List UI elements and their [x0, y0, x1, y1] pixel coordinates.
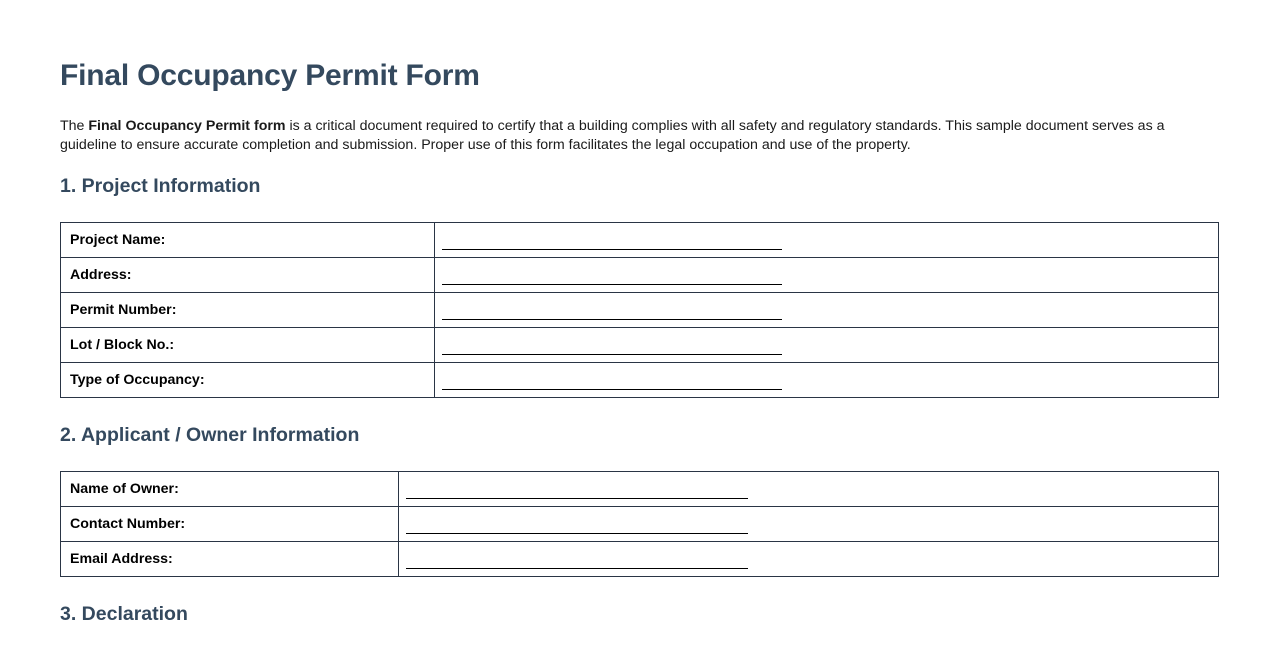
blank-fill-line: [442, 354, 782, 355]
field-value-lot-block-no[interactable]: [435, 328, 1219, 363]
blank-fill-line: [442, 249, 782, 250]
table-row: [61, 293, 1219, 328]
blank-fill-line: [406, 498, 748, 499]
field-value-type-of-occupancy[interactable]: [435, 363, 1219, 398]
project-information-table: [60, 222, 1219, 398]
table-row: [61, 223, 1219, 258]
table-row: [61, 472, 1219, 507]
field-value-permit-number[interactable]: [435, 293, 1219, 328]
blank-fill-line: [406, 568, 748, 569]
table-row: [61, 258, 1219, 293]
table-row: [61, 507, 1219, 542]
blank-fill-line: [442, 389, 782, 390]
field-label: Project Name:: [61, 223, 435, 258]
field-value-project-name[interactable]: [435, 223, 1219, 258]
field-label: Type of Occupancy:: [61, 363, 435, 398]
intro-rest: is a critical document required to certify that a building complies with all safety and regulatory standards. This sample document serves as a guideline to ensure accurate completion and submission. Proper use of this form facilitates the legal occupation and use of the property.: [60, 118, 1165, 153]
field-value-contact-number[interactable]: [399, 507, 1219, 542]
field-label: Permit Number:: [61, 293, 435, 328]
field-value-email-address[interactable]: [399, 542, 1219, 577]
field-label: Name of Owner:: [61, 472, 399, 507]
intro-lead: The: [60, 118, 89, 134]
table-row: [61, 542, 1219, 577]
field-value-name-of-owner[interactable]: [399, 472, 1219, 507]
section-heading-declaration: 3. Declaration: [60, 603, 188, 625]
blank-fill-line: [442, 319, 782, 320]
blank-fill-line: [442, 284, 782, 285]
field-label: Contact Number:: [61, 507, 399, 542]
table-row: [61, 328, 1219, 363]
table-row: [61, 363, 1219, 398]
applicant-owner-information-table: [60, 471, 1219, 577]
field-label: Email Address:: [61, 542, 399, 577]
field-label: Lot / Block No.:: [61, 328, 435, 363]
section-heading-applicant-owner-information: 2. Applicant / Owner Information: [60, 424, 360, 446]
section-heading-project-information: 1. Project Information: [60, 175, 261, 197]
intro-paragraph: [60, 117, 1190, 155]
field-label: Address:: [61, 258, 435, 293]
intro-bold-term: Final Occupancy Permit form: [88, 118, 286, 134]
blank-fill-line: [406, 533, 748, 534]
field-value-address[interactable]: [435, 258, 1219, 293]
page-title: Final Occupancy Permit Form: [60, 59, 480, 92]
